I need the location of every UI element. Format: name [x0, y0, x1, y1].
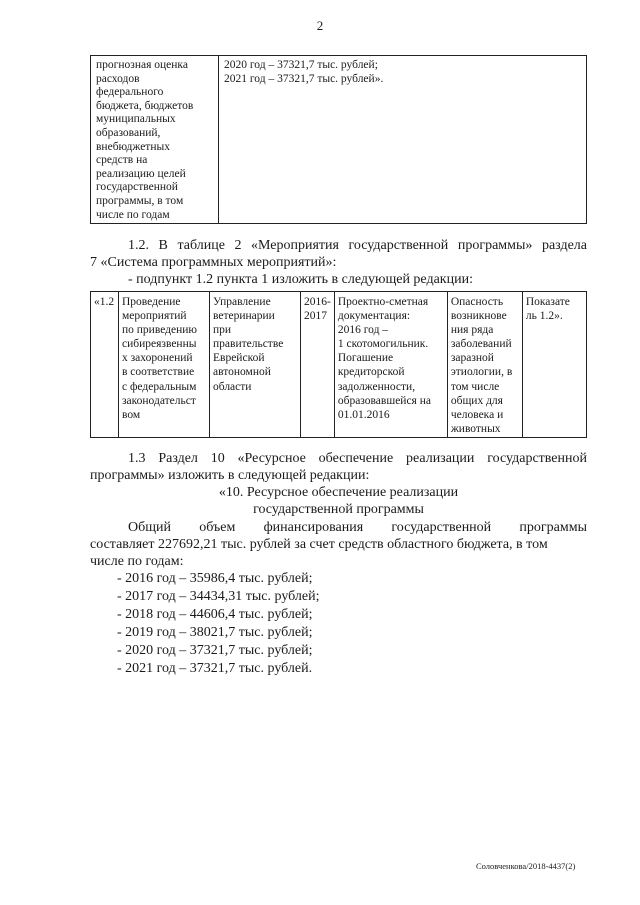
- funding-label-line: федерального: [96, 86, 164, 99]
- funding-label-cell: [91, 56, 219, 224]
- footer-reference: Соловченкова/2018-4437(2): [476, 861, 576, 871]
- measure-risk-line: заболеваний: [450, 338, 512, 351]
- funding-label-line: расходов: [96, 72, 140, 85]
- table-row: [91, 292, 587, 438]
- paragraph-1-3-line-2: программы» изложить в следующей редакции:: [90, 468, 370, 483]
- measure-risk-line: возникнове: [450, 310, 507, 323]
- measure-indicator-line: Показате: [525, 296, 570, 308]
- measure-name-line: по приведению: [122, 324, 198, 337]
- measure-risk-line: общих для: [450, 394, 503, 407]
- funding-label-line: средств на: [96, 154, 148, 167]
- year-line: - 2020 год – 37321,7 тыс. рублей;: [117, 643, 313, 658]
- measure-name-line: с федеральным: [122, 380, 197, 393]
- measure-name-line: Проведение: [122, 296, 181, 308]
- funding-label-line: внебюджетных: [96, 140, 170, 153]
- measure-executor-line: при: [213, 324, 232, 337]
- funding-value-line: 2020 год – 37321,7 тыс. рублей;: [224, 59, 378, 71]
- measure-risk-line: ния ряда: [450, 324, 494, 337]
- funding-values-cell: [219, 56, 587, 224]
- measure-indicator-cell: [522, 292, 586, 438]
- measure-risk-line: заразной: [450, 352, 494, 365]
- measure-executor-line: области: [213, 380, 252, 393]
- paragraph-1-2-line-2: 7 «Система программных мероприятий»:: [90, 255, 337, 270]
- funding-label-line: образований,: [96, 126, 161, 139]
- measure-risk-line: Опасность: [450, 296, 504, 308]
- year-line: - 2018 год – 44606,4 тыс. рублей;: [117, 607, 313, 622]
- measure-result-line: документация:: [337, 310, 411, 323]
- table-row: [91, 56, 587, 224]
- funding-label-line: числе по годам: [96, 208, 170, 221]
- paragraph-1-3-line-1: 1.3 Раздел 10 «Ресурсное обеспечение реализации государственной: [128, 451, 587, 466]
- measure-result-line: Проектно-сметная: [337, 296, 429, 308]
- funding-table-continuation: [90, 55, 587, 224]
- measure-name-cell: [119, 292, 210, 438]
- measure-executor-line: автономной: [213, 366, 271, 379]
- measure-period-line: 2017: [304, 310, 327, 323]
- measure-risk-line: этиологии, в: [450, 366, 513, 379]
- funding-label-line: муниципальных: [96, 113, 176, 126]
- measure-executor-cell: [210, 292, 301, 438]
- funding-label-line: программы, в том: [96, 194, 184, 207]
- section-title-line-1: «10. Ресурсное обеспечение реализации: [218, 485, 459, 500]
- measure-name-line: сибиреязвенны: [122, 338, 197, 351]
- measure-result-line: образовавшейся на: [337, 394, 431, 407]
- measure-name-line: х захоронений: [122, 352, 193, 365]
- paragraph-1-2-line-3: - подпункт 1.2 пункта 1 изложить в следующей редакции:: [128, 272, 473, 287]
- measure-executor-line: Еврейской: [213, 352, 265, 365]
- measure-indicator-line: ль 1.2».: [525, 310, 563, 323]
- year-line: - 2019 год – 38021,7 тыс. рублей;: [117, 625, 313, 640]
- year-line: - 2017 год – 34434,31 тыс. рублей;: [117, 589, 320, 604]
- measure-period-line: 2016-: [304, 296, 331, 308]
- year-line: - 2021 год – 37321,7 тыс. рублей.: [117, 661, 313, 676]
- measure-risk-line: том числе: [450, 380, 500, 393]
- measure-risk-line: животных: [450, 422, 501, 435]
- measure-period-cell: [301, 292, 335, 438]
- measure-result-line: 01.01.2016: [337, 408, 390, 421]
- measure-name-line: в соответствие: [122, 366, 195, 379]
- measures-table: [90, 291, 587, 438]
- funding-label-line: прогнозная оценка: [96, 59, 188, 71]
- measure-number-cell: [91, 292, 119, 438]
- funding-label-line: бюджета, бюджетов: [96, 99, 194, 112]
- measure-result-line: 1 скотомогильник.: [337, 338, 429, 351]
- body-line-2: составляет 227692,21 тыс. рублей за счет средств областного бюджета, в том: [90, 537, 548, 552]
- measure-executor-line: ветеринарии: [213, 310, 275, 323]
- body-line-3: числе по годам:: [90, 554, 184, 569]
- measure-result-line: 2016 год –: [337, 324, 389, 337]
- measure-executor-line: Управление: [213, 296, 271, 308]
- paragraph-1-2-line-1: 1.2. В таблице 2 «Мероприятия государственной программы» раздела: [128, 238, 587, 253]
- year-line: - 2016 год – 35986,4 тыс. рублей;: [117, 571, 313, 586]
- measure-name-line: мероприятий: [122, 310, 187, 323]
- funding-label-line: реализацию целей: [96, 167, 186, 180]
- body-line-1: Общий объем финансирования государственной программы: [128, 520, 587, 535]
- funding-label-line: государственной: [96, 181, 178, 194]
- measure-number: «1.2: [94, 296, 115, 308]
- page-number: 2: [316, 18, 324, 33]
- measure-result-line: кредиторской: [337, 366, 405, 379]
- measure-name-line: законодательст: [122, 394, 196, 407]
- measure-result-line: Погашение: [337, 352, 394, 365]
- measure-executor-line: правительстве: [213, 338, 284, 351]
- measure-result-line: задолженности,: [337, 380, 416, 393]
- section-title-line-2: государственной программы: [253, 502, 424, 517]
- measure-risk-cell: [447, 292, 522, 438]
- measure-result-cell: [334, 292, 447, 438]
- measure-risk-line: человека и: [450, 408, 504, 421]
- measure-name-line: вом: [122, 408, 141, 421]
- funding-value-line: 2021 год – 37321,7 тыс. рублей».: [224, 72, 384, 85]
